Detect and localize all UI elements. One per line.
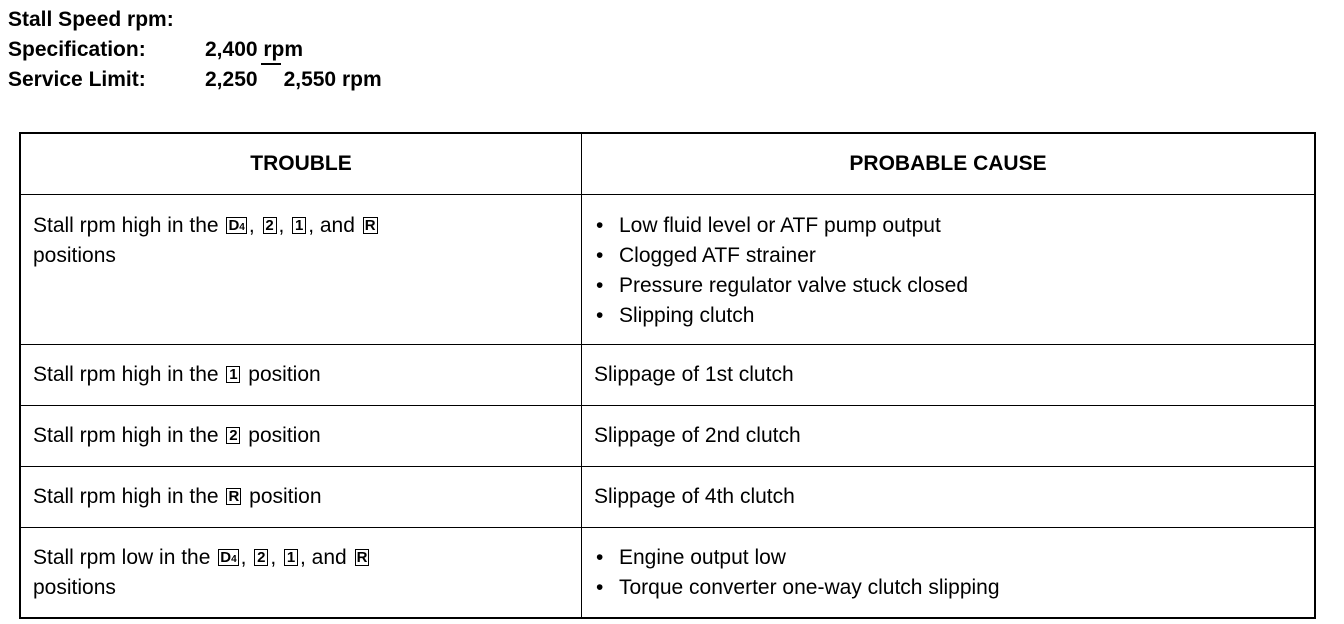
position-sub: 4	[231, 554, 237, 565]
specification-label: Specification:	[8, 38, 146, 61]
position-r-box: R	[228, 488, 240, 505]
cause-cell	[582, 528, 1316, 618]
position-1-box: 1	[292, 217, 306, 234]
cause-item: • Slipping clutch	[594, 301, 1302, 331]
position-sub: 4	[239, 222, 245, 233]
cause-cell: Slippage of 2nd clutch	[582, 406, 1316, 467]
position-1-box: 1	[226, 366, 240, 383]
range-dash	[261, 63, 281, 65]
trouble-suffix: position	[249, 485, 322, 508]
trouble-text: Stall rpm low in the	[33, 546, 211, 569]
service-limit-row	[8, 65, 382, 95]
cause-list	[594, 211, 1302, 331]
trouble-text: Stall rpm high in the	[33, 363, 219, 386]
trouble-suffix: positions	[33, 576, 116, 599]
position-d4-box	[218, 549, 238, 566]
position-label: D	[228, 217, 240, 234]
position-d4-box	[226, 217, 246, 234]
table-row	[20, 195, 1315, 345]
trouble-and: and	[311, 546, 347, 569]
cause-item: • Low fluid level or ATF pump output	[594, 211, 1302, 241]
trouble-text: Stall rpm high in the	[33, 424, 219, 447]
position-2-box: 2	[254, 549, 268, 566]
trouble-suffix: positions	[33, 244, 116, 267]
trouble-text: Stall rpm high in the	[33, 214, 219, 237]
position-r-box: R	[356, 549, 368, 566]
header-trouble: TROUBLE	[20, 133, 582, 195]
cause-item: • Clogged ATF strainer	[594, 241, 1302, 271]
cause-item: • Pressure regulator valve stuck closed	[594, 271, 1302, 301]
trouble-cell: Stall rpm low in the D4 , 2 , 1 , and R positions	[20, 528, 582, 618]
position-2-box: 2	[263, 217, 277, 234]
troubleshooting-table	[19, 132, 1316, 619]
specification-value: 2,400 rpm	[205, 38, 304, 61]
trouble-and: and	[319, 214, 355, 237]
service-limit-high: 2,550 rpm	[283, 68, 382, 91]
cause-cell	[582, 195, 1316, 345]
service-limit-low: 2,250	[205, 68, 258, 91]
specification-row	[8, 35, 382, 65]
trouble-cell	[20, 345, 582, 406]
cause-cell: Slippage of 1st clutch	[582, 345, 1316, 406]
trouble-suffix: position	[248, 424, 321, 447]
trouble-suffix: position	[248, 363, 321, 386]
header-probable-cause: PROBABLE CAUSE	[582, 133, 1316, 195]
trouble-cell	[20, 467, 582, 528]
spec-heading-row	[8, 5, 382, 35]
table-row	[20, 528, 1315, 618]
trouble-cell	[20, 406, 582, 467]
cause-item: • Engine output low	[594, 543, 1302, 573]
cause-item: • Torque converter one-way clutch slipping	[594, 573, 1302, 603]
position-2-box: 2	[226, 427, 240, 444]
spec-heading: Stall Speed rpm:	[8, 8, 174, 31]
stall-speed-spec	[8, 5, 382, 95]
service-limit-label: Service Limit:	[8, 68, 146, 91]
trouble-text: Stall rpm high in the	[33, 485, 219, 508]
cause-list	[594, 543, 1302, 603]
cause-cell: Slippage of 4th clutch	[582, 467, 1316, 528]
table-row	[20, 467, 1315, 528]
table-header-row	[20, 133, 1315, 195]
position-1-box: 1	[284, 549, 298, 566]
table-row	[20, 406, 1315, 467]
trouble-cell: Stall rpm high in the D4 , 2 , 1 , and R positions	[20, 195, 582, 345]
position-r-box: R	[364, 217, 376, 234]
table-row	[20, 345, 1315, 406]
position-label: D	[220, 549, 232, 566]
